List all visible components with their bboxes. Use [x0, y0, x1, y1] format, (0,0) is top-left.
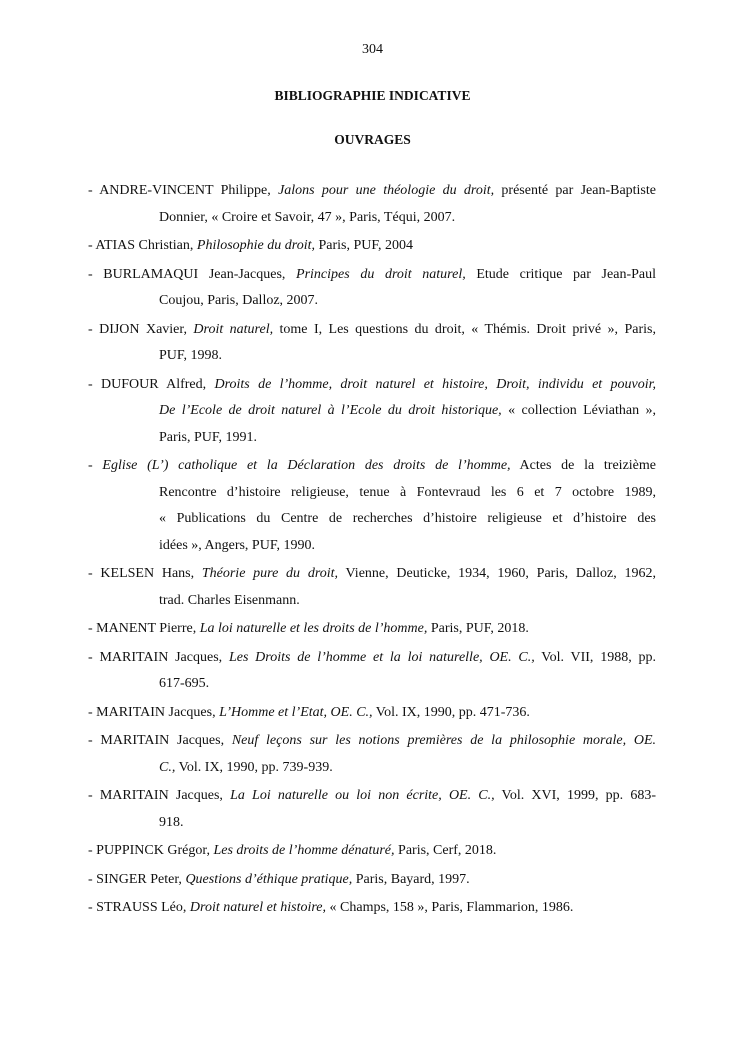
entry-text: Paris, PUF, 2004	[314, 238, 414, 253]
entry-line	[88, 755, 656, 782]
entry-title-text: Droit naturel,	[193, 321, 274, 337]
entry-text: « Champs, 158 », Paris, Flammarion, 1986.	[326, 900, 574, 915]
entry-text: - KELSEN Hans,	[88, 566, 202, 581]
entry-title-text: Les Droits de l’homme et la loi naturelle, OE. C.,	[228, 649, 535, 665]
bibliography-entry	[88, 838, 656, 865]
entry-title-text: L’Homme et l’Etat, OE. C.,	[219, 704, 373, 720]
entry-line	[88, 671, 656, 698]
entry-line	[88, 810, 656, 837]
entry-text: - BURLAMAQUI Jean-Jacques,	[88, 266, 297, 282]
entry-text: Vol. XVI, 1999, pp. 683-	[494, 788, 656, 803]
bibliography-entry	[88, 233, 656, 260]
entry-line	[88, 616, 656, 643]
entry-text: Vol. IX, 1990, pp. 471-736.	[372, 704, 530, 720]
entry-text: - ANDRE-VINCENT Philippe,	[88, 183, 279, 198]
entry-line	[88, 343, 656, 370]
entry-text: Coujou, Paris, Dalloz, 2007.	[159, 293, 319, 308]
bibliography-entry	[88, 700, 656, 727]
entry-text: Paris, PUF, 2018.	[427, 621, 529, 636]
entry-line	[88, 588, 656, 615]
entry-text: - DUFOUR Alfred,	[88, 376, 215, 392]
entry-title-text: Principes du droit naturel,	[296, 266, 466, 282]
page-number: 304	[362, 42, 383, 57]
bibliography-entry	[88, 372, 656, 452]
entry-text: Donnier, « Croire et Savoir, 47 », Paris, Téqui, 2007.	[159, 209, 456, 225]
entry-text: 918.	[159, 814, 184, 830]
section-title: BIBLIOGRAPHIE INDICATIVE	[274, 88, 471, 103]
section-subtitle: OUVRAGES	[334, 132, 411, 147]
entry-text: - ATIAS Christian,	[88, 238, 197, 253]
entry-title-text: Neuf leçons sur les notions premières de la philosophie morale, OE.	[231, 733, 656, 748]
entry-text: idées », Angers, PUF, 1990.	[159, 537, 315, 553]
bibliography-entry	[88, 616, 656, 643]
entry-text: « Publications du Centre de recherches d’histoire religieuse et d’histoire des	[159, 511, 656, 526]
entry-title-text: Philosophie du droit,	[196, 238, 315, 253]
entry-text: Paris, PUF, 1991.	[159, 429, 258, 445]
entry-text: - SINGER Peter,	[88, 871, 186, 887]
entry-line	[88, 372, 656, 399]
entry-line	[88, 178, 656, 205]
entry-line	[88, 288, 656, 315]
bibliography-list	[88, 178, 656, 924]
entry-text: Paris, Bayard, 1997.	[352, 871, 470, 887]
entry-title-text: Théorie pure du droit,	[201, 566, 339, 581]
entry-line	[88, 506, 656, 533]
entry-title-text: Droits de l’homme, droit naturel et histoire, Droit, individu et pouvoir,	[214, 376, 657, 392]
entry-line	[88, 728, 656, 755]
entry-line	[88, 867, 656, 894]
entry-line	[88, 398, 656, 425]
entry-text: Rencontre d’histoire religieuse, tenue à Fontevraud les 6 et 7 octobre 1989,	[159, 484, 656, 500]
entry-text: - PUPPINCK Grégor,	[88, 843, 214, 858]
entry-text: - MARITAIN Jacques,	[88, 704, 220, 720]
entry-text: Vol. VII, 1988, pp.	[534, 649, 657, 665]
entry-line	[88, 700, 656, 727]
entry-line	[88, 262, 656, 289]
entry-text: - MARITAIN Jacques,	[88, 733, 232, 748]
entry-title-text: Eglise (L’) catholique et la Déclaration des droits de l’homme,	[102, 458, 511, 473]
entry-text: Etude critique par Jean-Paul	[465, 266, 656, 282]
entry-line	[88, 533, 656, 560]
bibliography-entry	[88, 645, 656, 698]
entry-text: - MANENT Pierre,	[88, 621, 200, 636]
entry-text: - STRAUSS Léo,	[88, 900, 190, 915]
entry-title-text: De l’Ecole de droit naturel à l’Ecole du droit historique,	[159, 403, 502, 418]
entry-title-text: Jalons pour une théologie du droit,	[278, 183, 495, 198]
entry-text: - MARITAIN Jacques,	[88, 649, 229, 665]
entry-text: - DIJON Xavier,	[88, 321, 194, 337]
entry-text: Actes de la treizième	[510, 458, 656, 473]
bibliography-entry	[88, 867, 656, 894]
entry-text: Paris, Cerf, 2018.	[394, 843, 497, 858]
entry-line	[88, 233, 656, 260]
entry-line	[88, 480, 656, 507]
entry-text: « collection Léviathan »,	[501, 403, 656, 418]
entry-text: 617-695.	[159, 676, 210, 691]
entry-text: -	[88, 458, 103, 473]
bibliography-entry	[88, 895, 656, 922]
entry-text: trad. Charles Eisenmann.	[159, 592, 300, 608]
bibliography-entry	[88, 561, 656, 614]
bibliography-entry	[88, 728, 656, 781]
entry-line	[88, 895, 656, 922]
entry-text: PUF, 1998.	[159, 348, 223, 363]
entry-line	[88, 453, 656, 480]
entry-title-text: La loi naturelle et les droits de l’homme,	[199, 621, 428, 636]
entry-line	[88, 645, 656, 672]
entry-line	[88, 783, 656, 810]
bibliography-entry	[88, 317, 656, 370]
bibliography-entry	[88, 783, 656, 836]
bibliography-entry	[88, 453, 656, 559]
entry-line	[88, 561, 656, 588]
entry-text: présenté par Jean-Baptiste	[494, 183, 656, 198]
entry-line	[88, 205, 656, 232]
entry-text: - MARITAIN Jacques,	[88, 788, 231, 803]
entry-text: tome I, Les questions du droit, « Thémis. Droit privé », Paris,	[273, 321, 656, 337]
entry-title-text: C.,	[159, 759, 176, 775]
entry-line	[88, 317, 656, 344]
bibliography-entry	[88, 262, 656, 315]
entry-title-text: La Loi naturelle ou loi non écrite, OE. C.,	[230, 788, 495, 803]
entry-title-text: Droit naturel et histoire,	[189, 900, 327, 915]
bibliography-entry	[88, 178, 656, 231]
entry-text: Vienne, Deuticke, 1934, 1960, Paris, Dalloz, 1962,	[338, 566, 656, 581]
entry-title-text: Les droits de l’homme dénaturé,	[213, 843, 395, 858]
entry-line	[88, 425, 656, 452]
entry-text: Vol. IX, 1990, pp. 739-939.	[175, 759, 333, 775]
entry-title-text: Questions d’éthique pratique,	[185, 871, 353, 887]
entry-line	[88, 838, 656, 865]
